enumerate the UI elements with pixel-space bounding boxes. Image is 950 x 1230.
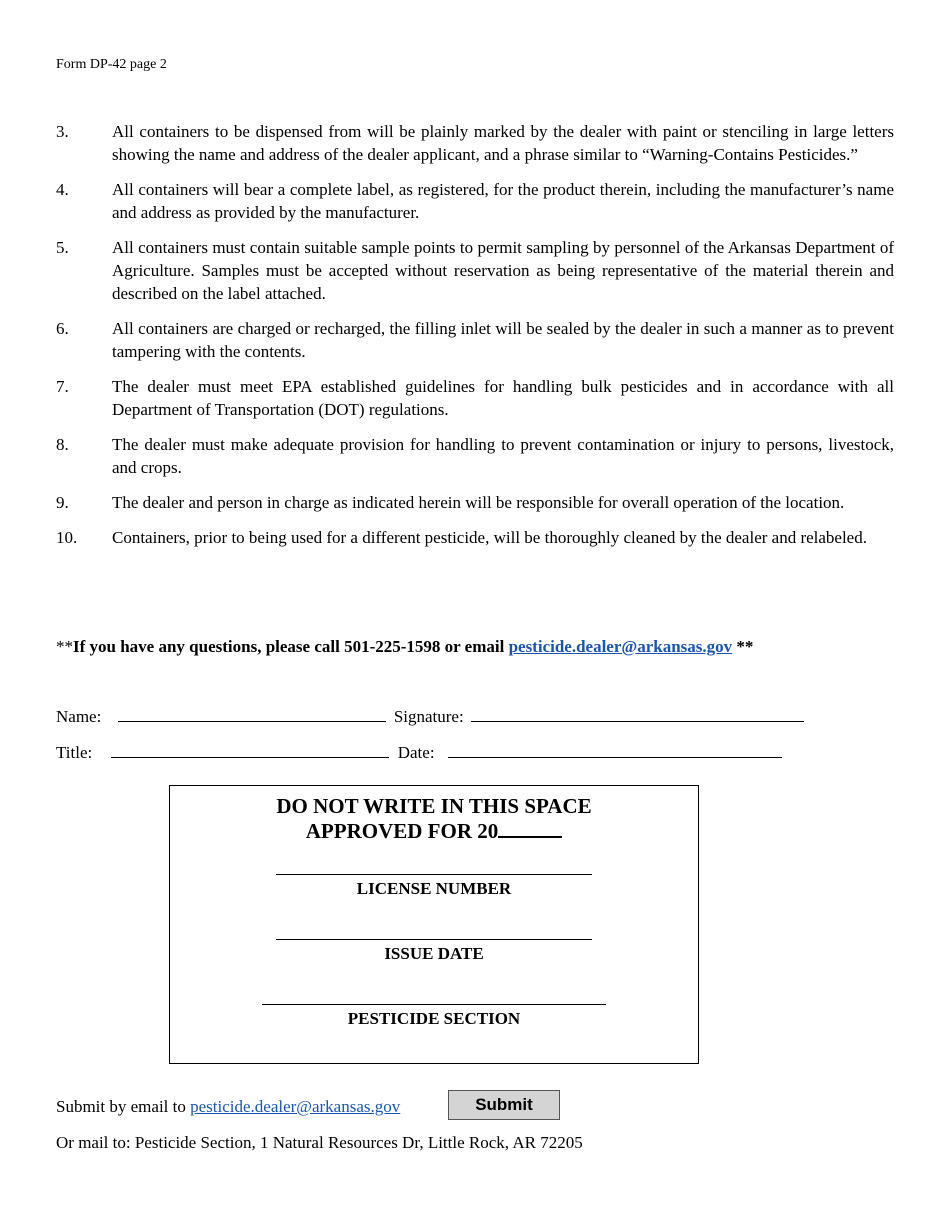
date-label: Date: bbox=[397, 743, 435, 762]
item-text: All containers are charged or recharged, the filling inlet will be sealed by the dealer in such a manner as to prevent tampering with the contents. bbox=[112, 319, 894, 361]
pesticide-section-field bbox=[170, 1004, 698, 1029]
issue-date-label: ISSUE DATE bbox=[384, 944, 484, 963]
questions-note bbox=[56, 635, 753, 658]
approved-year-field bbox=[498, 820, 562, 838]
list-item bbox=[56, 491, 894, 514]
issue-date-field bbox=[170, 939, 698, 964]
item-text: All containers must contain suitable sample points to permit sampling by personnel of the Arkansas Department of Agriculture. Samples must be accepted without reservation as being representative of the material therein and described on the label attached. bbox=[112, 238, 894, 303]
item-text: The dealer must make adequate provision for handling to prevent contamination or injury to persons, livestock, and crops. bbox=[112, 435, 894, 477]
item-number: 7. bbox=[56, 377, 69, 396]
pesticide-section-label: PESTICIDE SECTION bbox=[347, 1009, 521, 1028]
item-number: 3. bbox=[56, 122, 69, 141]
item-number: 9. bbox=[56, 493, 69, 512]
list-item bbox=[56, 236, 894, 305]
license-number-line bbox=[276, 874, 592, 875]
questions-prefix: ** bbox=[56, 637, 73, 656]
title-label: Title: bbox=[56, 743, 93, 762]
questions-email-link[interactable]: pesticide.dealer@arkansas.gov bbox=[508, 637, 733, 656]
questions-suffix: ** bbox=[732, 637, 754, 656]
list-item bbox=[56, 178, 894, 224]
license-number-label: LICENSE NUMBER bbox=[356, 879, 512, 898]
approved-for-line: APPROVED FOR 20 bbox=[170, 819, 698, 844]
submit-prefix: Submit by email to bbox=[56, 1097, 191, 1116]
item-number: 8. bbox=[56, 435, 69, 454]
item-text: The dealer must meet EPA established guidelines for handling bulk pesticides and in accordance with all Department of Transportation (DOT) regulations. bbox=[112, 377, 894, 419]
submit-button[interactable]: Submit bbox=[448, 1090, 560, 1120]
item-text: Containers, prior to being used for a different pesticide, will be thoroughly cleaned by the dealer and relabeled. bbox=[112, 528, 867, 547]
title-date-row bbox=[56, 741, 782, 764]
list-item bbox=[56, 433, 894, 479]
submit-email-link[interactable]: pesticide.dealer@arkansas.gov bbox=[190, 1097, 401, 1116]
conditions-list bbox=[56, 120, 894, 561]
item-number: 5. bbox=[56, 238, 69, 257]
list-item bbox=[56, 526, 894, 549]
item-number: 10. bbox=[56, 528, 78, 547]
item-text: All containers to be dispensed from will be plainly marked by the dealer with paint or stenciling in large letters showing the name and address of the dealer applicant, and a phrase similar to “Warning-Contains Pesticides.” bbox=[112, 122, 894, 164]
name-field[interactable] bbox=[118, 706, 386, 722]
signature-label: Signature: bbox=[393, 707, 464, 726]
questions-text: If you have any questions, please call 501-225-1598 or email bbox=[73, 637, 509, 656]
list-item bbox=[56, 375, 894, 421]
title-field[interactable] bbox=[111, 742, 389, 758]
do-not-write-notice: DO NOT WRITE IN THIS SPACE bbox=[276, 794, 592, 818]
license-number-field bbox=[170, 874, 698, 899]
office-use-box bbox=[169, 785, 699, 1064]
item-number: 6. bbox=[56, 319, 69, 338]
list-item bbox=[56, 120, 894, 166]
list-item bbox=[56, 317, 894, 363]
submit-email-row bbox=[56, 1094, 400, 1120]
item-text: The dealer and person in charge as indicated herein will be responsible for overall operation of the location. bbox=[112, 493, 845, 512]
mail-address: Or mail to: Pesticide Section, 1 Natural Resources Dr, Little Rock, AR 72205 bbox=[56, 1133, 583, 1152]
pesticide-section-line bbox=[262, 1004, 606, 1005]
name-signature-row bbox=[56, 705, 804, 728]
item-text: All containers will bear a complete label, as registered, for the product therein, including the manufacturer’s name and address as provided by the manufacturer. bbox=[112, 180, 894, 222]
signature-field[interactable] bbox=[471, 706, 804, 722]
issue-date-line bbox=[276, 939, 592, 940]
item-number: 4. bbox=[56, 180, 69, 199]
office-use-heading bbox=[170, 794, 698, 844]
date-field[interactable] bbox=[448, 742, 782, 758]
page-label: Form DP-42 page 2 bbox=[56, 57, 167, 72]
name-label: Name: bbox=[56, 707, 102, 726]
